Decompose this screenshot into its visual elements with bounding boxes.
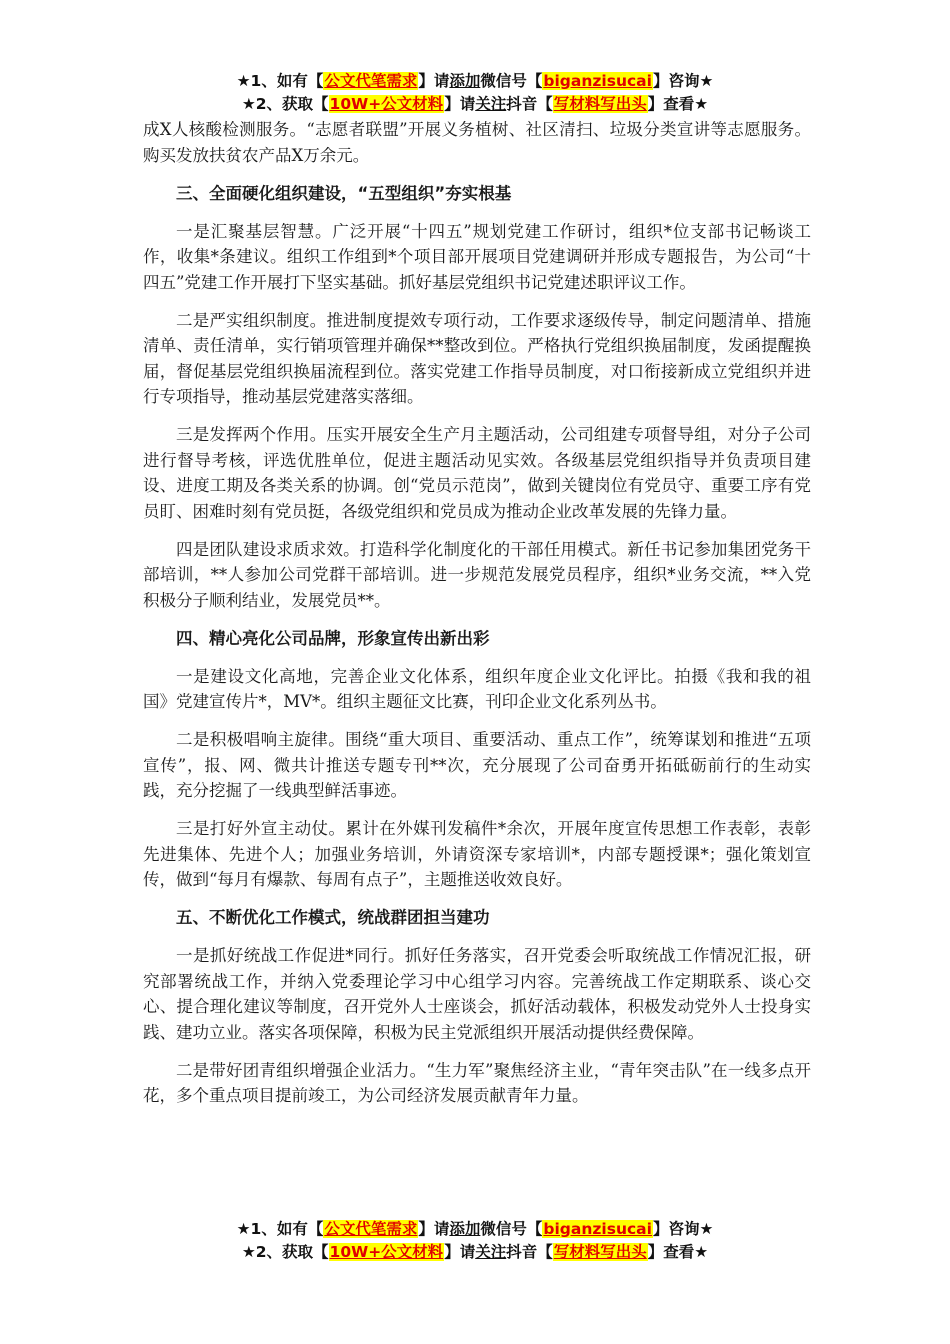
bottom-banner [0, 1218, 950, 1264]
section-heading: 五、不断优化工作模式，统战群团担当建功 [176, 908, 490, 927]
paragraph: 成X人核酸检测服务。“志愿者联盟”开展义务植树、社区清扫、垃圾分类宣讲等志愿服务。购买发放扶贫农产品X万余元。 [143, 120, 811, 165]
banner-text: 抖音【 [506, 1243, 553, 1261]
banner-text: 】请 [418, 72, 450, 90]
highlight-douyin-account: 写材料写出头 [553, 95, 647, 113]
banner-line-1 [0, 70, 950, 93]
paragraph: 一是汇聚基层智慧。广泛开展“十四五”规划党建工作研讨，组织*位支部书记畅谈工作，收集*条建议。组织工作组到*个项目部开展项目党建调研并形成专题报告，为公司“十四五”党建工作开展打下坚实基础。抓好基层党组织书记党建述职评议工作。 [143, 221, 811, 292]
banner-line-2 [0, 93, 950, 116]
section-heading: 三、全面硬化组织建设，“五型组织”夯实根基 [176, 183, 512, 203]
paragraph: 三是发挥两个作用。压实开展安全生产月主题活动，公司组建专项督导组，对分子公司进行督导考核，评选优胜单位，促进主题活动见实效。各级基层党组织指导并负责项目建设、进度工期及各类关系的协调。创“党员示范岗”，做到关键岗位有党员守、重要工序有党员盯、困难时刻有党员挺，各级党组织和党员成为推动企业改革发展的先锋力量。 [143, 425, 811, 521]
banner-line-2 [0, 1241, 950, 1264]
banner-text: ★2、获取【 [241, 95, 329, 113]
banner-text: 微信号【 [480, 1220, 543, 1238]
highlight-materials: 10W+公文材料 [329, 1243, 444, 1261]
banner-underlined: 添加 [449, 72, 481, 90]
top-banner [0, 70, 950, 116]
banner-text: 】查看★ [647, 1243, 709, 1261]
banner-text: 】请 [418, 1220, 450, 1238]
paragraph: 三是打好外宣主动仗。累计在外媒刊发稿件*余次，开展年度宣传思想工作表彰，表彰先进集体、先进个人；加强业务培训，外请资深专家培训*，内部专题授课*；强化策划宣传，做到“每月有爆款、每周有点子”，主题推送收效良好。 [143, 819, 811, 889]
banner-text: 微信号【 [480, 72, 543, 90]
banner-underlined: 添加 [449, 1220, 481, 1238]
highlight-service: 公文代笔需求 [324, 72, 418, 90]
banner-text: 抖音【 [506, 95, 553, 113]
highlight-service: 公文代笔需求 [324, 1220, 418, 1238]
banner-line-1 [0, 1218, 950, 1241]
banner-text: ★1、如有【 [236, 72, 324, 90]
highlight-wechat-id: biganzisucai [543, 1220, 652, 1238]
banner-underlined: 关注 [475, 95, 507, 113]
document-body [143, 117, 811, 1121]
banner-text: 】咨询★ [652, 72, 714, 90]
paragraph: 二是严实组织制度。推进制度提效专项行动，工作要求逐级传导，制定问题清单、措施清单、责任清单，实行销项管理并确保**整改到位。严格执行党组织换届制度，发函提醒换届，督促基层党组织换届流程到位。落实党建工作指导员制度，对口衔接新成立党组织并进行专项指导，推动基层党建落实落细。 [143, 310, 811, 406]
banner-underlined: 关注 [475, 1243, 507, 1261]
banner-text: 】请 [444, 1243, 476, 1261]
section-heading: 四、精心亮化公司品牌，形象宣传出新出彩 [176, 628, 490, 648]
paragraph: 四是团队建设求质求效。打造科学化制度化的干部任用模式。新任书记参加集团党务干部培训，**人参加公司党群干部培训。进一步规范发展党员程序，组织*业务交流，**入党积极分子顺利结业，发展党员**。 [143, 539, 811, 610]
banner-text: ★2、获取【 [241, 1243, 329, 1261]
banner-text: 】咨询★ [652, 1220, 714, 1238]
paragraph: 一是抓好统战工作促进*同行。抓好任务落实，召开党委会听取统战工作情况汇报，研究部署统战工作，并纳入党委理论学习中心组学习内容。完善统战工作定期联系、谈心交心、提合理化建议等制度，召开党外人士座谈会，抓好活动载体，积极发动党外人士投身实践、建功立业。落实各项保障，积极为民主党派组织开展活动提供经费保障。 [143, 946, 811, 1042]
highlight-materials: 10W+公文材料 [329, 95, 444, 113]
paragraph: 一是建设文化高地，完善企业文化体系，组织年度企业文化评比。拍摄《我和我的祖国》党建宣传片*，MV*。组织主题征文比赛，刊印企业文化系列丛书。 [143, 666, 811, 711]
banner-text: ★1、如有【 [236, 1220, 324, 1238]
banner-text: 】查看★ [647, 95, 709, 113]
highlight-wechat-id: biganzisucai [543, 72, 652, 90]
paragraph: 二是带好团青组织增强企业活力。“生力军”聚焦经济主业，“青年突击队”在一线多点开花，多个重点项目提前竣工，为公司经济发展贡献青年力量。 [143, 1060, 811, 1105]
highlight-douyin-account: 写材料写出头 [553, 1243, 647, 1261]
banner-text: 】请 [444, 95, 476, 113]
paragraph: 二是积极唱响主旋律。围绕“重大项目、重要活动、重点工作”，统筹谋划和推进“五项宣传”，报、网、微共计推送专题专刊**次，充分展现了公司奋勇开拓砥砺前行的生动实践，充分挖掘了一线典型鲜活事迹。 [143, 730, 811, 800]
